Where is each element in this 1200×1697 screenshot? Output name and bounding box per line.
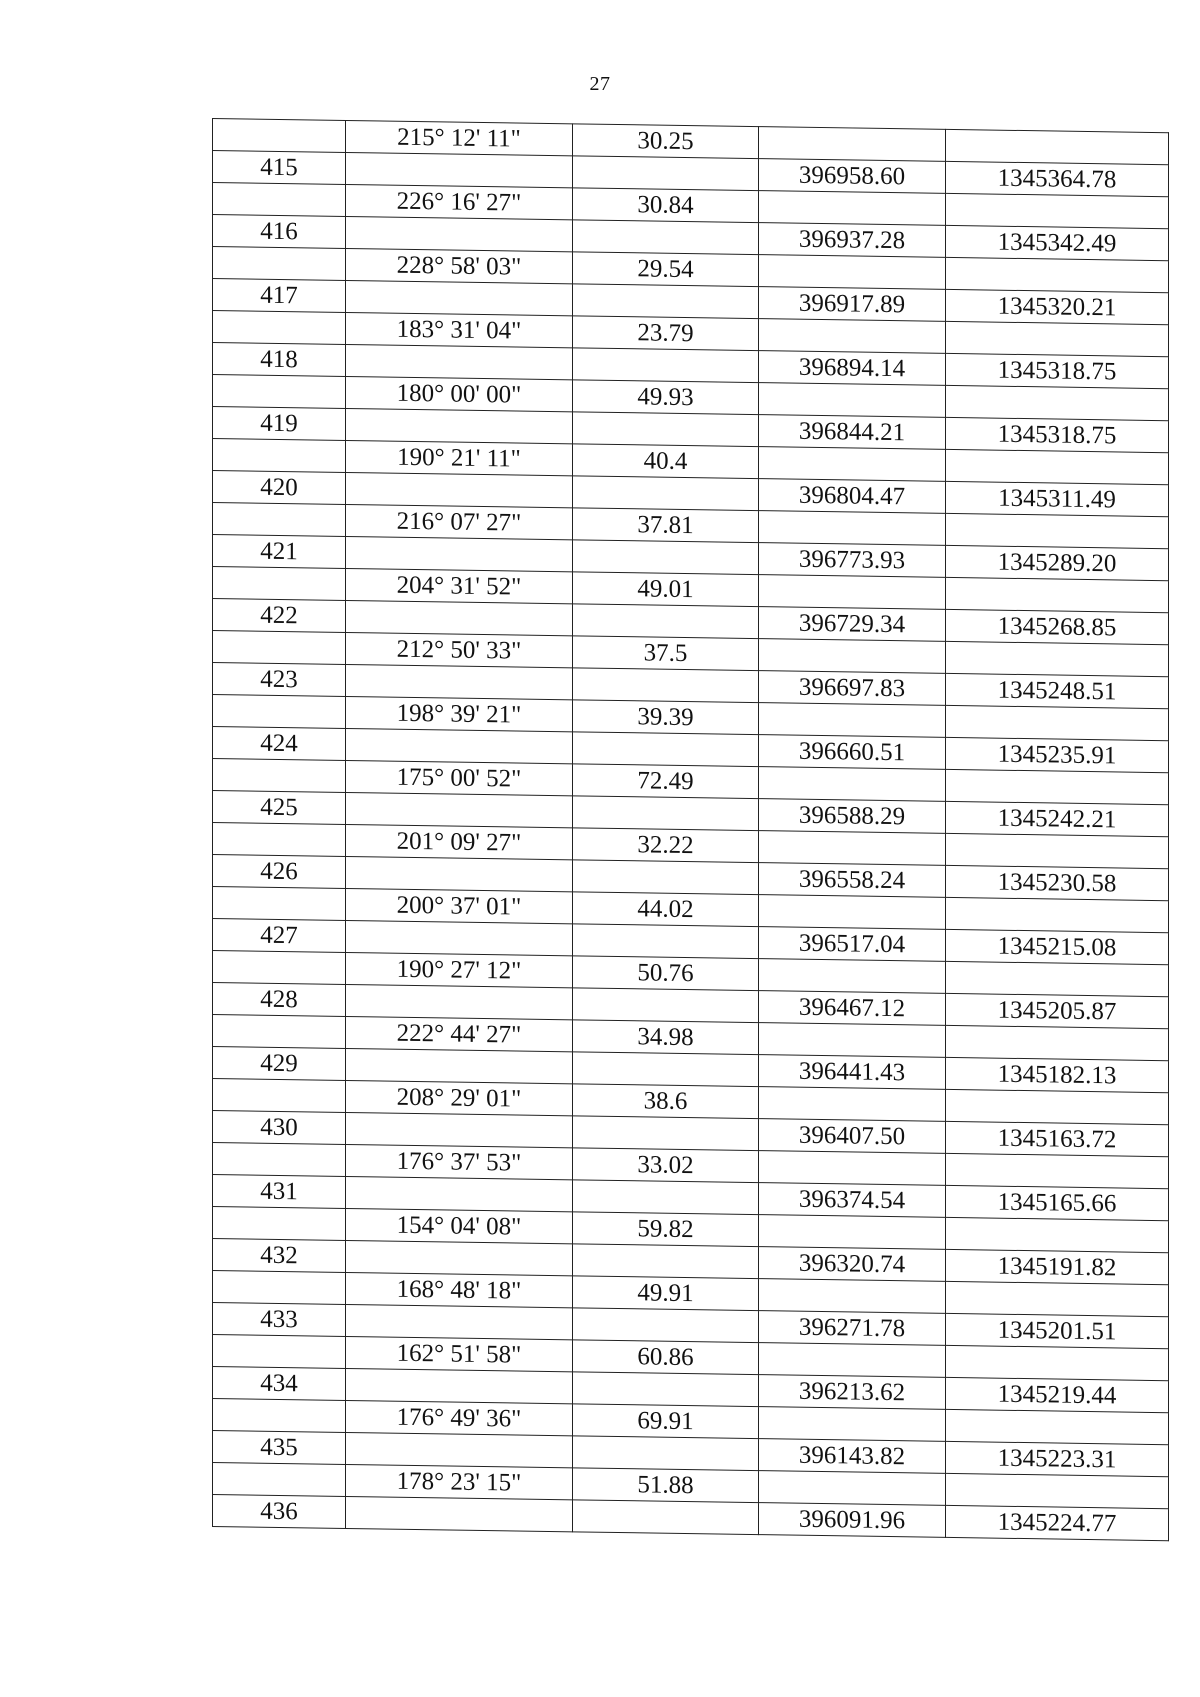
point-cell [213,567,346,601]
easting-cell: 396894.14 [759,351,946,386]
bearing-cell: 175° 00' 52" [346,760,573,795]
easting-cell: 396697.83 [759,671,946,706]
distance-cell: 39.39 [573,700,759,735]
point-cell: 436 [213,1495,346,1529]
bearing-cell [346,536,573,571]
northing-cell [946,641,1169,676]
point-cell: 430 [213,1111,346,1145]
distance-cell: 37.81 [573,508,759,543]
distance-cell: 49.93 [573,380,759,415]
bearing-cell [346,600,573,635]
distance-cell: 72.49 [573,764,759,799]
easting-cell [759,127,946,162]
bearing-cell: 183° 31' 04" [346,312,573,347]
distance-cell: 29.54 [573,252,759,287]
distance-cell: 23.79 [573,316,759,351]
easting-cell: 396588.29 [759,799,946,834]
northing-cell [946,321,1169,356]
northing-cell: 1345342.49 [946,225,1169,260]
easting-cell [759,1215,946,1250]
distance-cell [573,348,759,383]
northing-cell [946,129,1169,164]
point-cell [213,631,346,665]
distance-cell: 34.98 [573,1020,759,1055]
easting-cell: 396441.43 [759,1055,946,1090]
bearing-cell: 212° 50' 33" [346,632,573,667]
point-cell: 422 [213,599,346,633]
easting-cell: 396091.96 [759,1503,946,1538]
northing-cell [946,1025,1169,1060]
point-cell: 421 [213,535,346,569]
distance-cell [573,604,759,639]
easting-cell [759,639,946,674]
easting-cell: 396773.93 [759,543,946,578]
distance-cell: 51.88 [573,1468,759,1503]
point-cell [213,1335,346,1369]
easting-cell [759,511,946,546]
distance-cell: 44.02 [573,892,759,927]
point-cell: 429 [213,1047,346,1081]
distance-cell [573,988,759,1023]
point-cell [213,375,346,409]
distance-cell: 40.4 [573,444,759,479]
point-cell: 434 [213,1367,346,1401]
northing-cell [946,961,1169,996]
distance-cell [573,284,759,319]
northing-cell: 1345182.13 [946,1057,1169,1092]
point-cell: 424 [213,727,346,761]
point-cell: 426 [213,855,346,889]
distance-cell: 30.25 [573,124,759,159]
distance-cell [573,668,759,703]
bearing-cell: 162° 51' 58" [346,1336,573,1371]
easting-cell [759,575,946,610]
easting-cell [759,1407,946,1442]
coordinate-table [212,118,1169,1541]
northing-cell [946,449,1169,484]
page-number: 27 [589,73,611,95]
bearing-cell: 180° 00' 00" [346,376,573,411]
easting-cell: 396374.54 [759,1183,946,1218]
distance-cell [573,156,759,191]
point-cell: 428 [213,983,346,1017]
bearing-cell [346,984,573,1019]
distance-cell: 49.01 [573,572,759,607]
easting-cell: 396917.89 [759,287,946,322]
northing-cell: 1345235.91 [946,737,1169,772]
distance-cell [573,412,759,447]
bearing-cell [346,664,573,699]
bearing-cell: 176° 37' 53" [346,1144,573,1179]
distance-cell: 60.86 [573,1340,759,1375]
point-cell [213,951,346,985]
easting-cell [759,959,946,994]
northing-cell: 1345191.82 [946,1249,1169,1284]
easting-cell [759,1343,946,1378]
northing-cell: 1345320.21 [946,289,1169,324]
easting-cell [759,191,946,226]
northing-cell: 1345230.58 [946,865,1169,900]
easting-cell [759,1279,946,1314]
point-cell: 415 [213,151,346,185]
easting-cell: 396844.21 [759,415,946,450]
northing-cell: 1345224.77 [946,1505,1169,1540]
bearing-cell: 178° 23' 15" [346,1464,573,1499]
bearing-cell [346,1176,573,1211]
point-cell [213,311,346,345]
point-cell: 423 [213,663,346,697]
northing-cell: 1345242.21 [946,801,1169,836]
point-cell: 433 [213,1303,346,1337]
bearing-cell: 176° 49' 36" [346,1400,573,1435]
point-cell: 419 [213,407,346,441]
distance-cell: 30.84 [573,188,759,223]
distance-cell [573,1244,759,1279]
easting-cell [759,255,946,290]
bearing-cell: 190° 27' 12" [346,952,573,987]
bearing-cell: 216° 07' 27" [346,504,573,539]
easting-cell: 396143.82 [759,1439,946,1474]
point-cell: 425 [213,791,346,825]
distance-cell: 69.91 [573,1404,759,1439]
bearing-cell [346,216,573,251]
bearing-cell: 154° 04' 08" [346,1208,573,1243]
distance-cell [573,924,759,959]
easting-cell [759,703,946,738]
bearing-cell [346,728,573,763]
distance-cell: 38.6 [573,1084,759,1119]
northing-cell [946,1473,1169,1508]
point-cell: 416 [213,215,346,249]
bearing-cell [346,280,573,315]
bearing-cell: 222° 44' 27" [346,1016,573,1051]
easting-cell: 396558.24 [759,863,946,898]
northing-cell [946,513,1169,548]
bearing-cell [346,152,573,187]
point-cell: 435 [213,1431,346,1465]
northing-cell: 1345163.72 [946,1121,1169,1156]
easting-cell: 396320.74 [759,1247,946,1282]
bearing-cell: 168° 48' 18" [346,1272,573,1307]
northing-cell: 1345248.51 [946,673,1169,708]
point-cell: 431 [213,1175,346,1209]
northing-cell: 1345318.75 [946,353,1169,388]
bearing-cell [346,1240,573,1275]
northing-cell: 1345205.87 [946,993,1169,1028]
bearing-cell: 226° 16' 27" [346,184,573,219]
bearing-cell: 204° 31' 52" [346,568,573,603]
point-cell [213,1399,346,1433]
bearing-cell [346,1048,573,1083]
easting-cell: 396729.34 [759,607,946,642]
bearing-cell [346,856,573,891]
point-cell [213,503,346,537]
easting-cell [759,319,946,354]
easting-cell [759,1151,946,1186]
distance-cell [573,732,759,767]
easting-cell [759,895,946,930]
distance-cell: 59.82 [573,1212,759,1247]
point-cell: 420 [213,471,346,505]
easting-cell: 396958.60 [759,159,946,194]
easting-cell: 396804.47 [759,479,946,514]
distance-cell [573,1308,759,1343]
distance-cell [573,476,759,511]
easting-cell: 396467.12 [759,991,946,1026]
distance-cell [573,220,759,255]
bearing-cell: 215° 12' 11" [346,120,573,155]
northing-cell: 1345223.31 [946,1441,1169,1476]
northing-cell: 1345289.20 [946,545,1169,580]
point-cell [213,823,346,857]
northing-cell: 1345215.08 [946,929,1169,964]
northing-cell: 1345364.78 [946,161,1169,196]
northing-cell [946,833,1169,868]
easting-cell [759,447,946,482]
distance-cell [573,1116,759,1151]
northing-cell: 1345165.66 [946,1185,1169,1220]
bearing-cell [346,1112,573,1147]
bearing-cell [346,1496,573,1531]
northing-cell [946,1409,1169,1444]
point-cell: 418 [213,343,346,377]
point-cell [213,439,346,473]
bearing-cell: 228° 58' 03" [346,248,573,283]
point-cell [213,247,346,281]
easting-cell [759,1471,946,1506]
distance-cell [573,1180,759,1215]
point-cell [213,1079,346,1113]
northing-cell [946,1281,1169,1316]
point-cell [213,1207,346,1241]
bearing-cell [346,1368,573,1403]
bearing-cell [346,792,573,827]
easting-cell: 396937.28 [759,223,946,258]
point-cell: 427 [213,919,346,953]
point-cell [213,1271,346,1305]
northing-cell [946,257,1169,292]
bearing-cell: 190° 21' 11" [346,440,573,475]
distance-cell: 32.22 [573,828,759,863]
bearing-cell [346,1432,573,1467]
northing-cell [946,577,1169,612]
point-cell [213,1015,346,1049]
bearing-cell: 208° 29' 01" [346,1080,573,1115]
northing-cell [946,1217,1169,1252]
bearing-cell [346,344,573,379]
distance-cell: 50.76 [573,956,759,991]
coordinate-table-body [213,119,1169,1541]
distance-cell: 33.02 [573,1148,759,1183]
point-cell: 417 [213,279,346,313]
point-cell [213,1143,346,1177]
northing-cell [946,193,1169,228]
distance-cell [573,540,759,575]
northing-cell [946,1089,1169,1124]
easting-cell [759,1087,946,1122]
northing-cell: 1345219.44 [946,1377,1169,1412]
easting-cell [759,767,946,802]
bearing-cell [346,408,573,443]
point-cell [213,1463,346,1497]
bearing-cell: 200° 37' 01" [346,888,573,923]
bearing-cell [346,920,573,955]
northing-cell: 1345201.51 [946,1313,1169,1348]
point-cell [213,695,346,729]
distance-cell [573,1372,759,1407]
distance-cell [573,1052,759,1087]
coordinate-table-container [212,118,1169,1541]
point-cell: 432 [213,1239,346,1273]
easting-cell [759,1023,946,1058]
northing-cell: 1345311.49 [946,481,1169,516]
northing-cell: 1345318.75 [946,417,1169,452]
point-cell [213,759,346,793]
point-cell [213,119,346,153]
northing-cell [946,897,1169,932]
easting-cell: 396660.51 [759,735,946,770]
bearing-cell: 201° 09' 27" [346,824,573,859]
distance-cell [573,796,759,831]
distance-cell: 37.5 [573,636,759,671]
northing-cell [946,1345,1169,1380]
easting-cell [759,383,946,418]
northing-cell: 1345268.85 [946,609,1169,644]
distance-cell: 49.91 [573,1276,759,1311]
easting-cell: 396407.50 [759,1119,946,1154]
northing-cell [946,705,1169,740]
northing-cell [946,385,1169,420]
bearing-cell: 198° 39' 21" [346,696,573,731]
distance-cell [573,860,759,895]
easting-cell: 396213.62 [759,1375,946,1410]
northing-cell [946,769,1169,804]
bearing-cell [346,1304,573,1339]
point-cell [213,887,346,921]
point-cell [213,183,346,217]
easting-cell: 396271.78 [759,1311,946,1346]
easting-cell: 396517.04 [759,927,946,962]
northing-cell [946,1153,1169,1188]
bearing-cell [346,472,573,507]
distance-cell [573,1436,759,1471]
easting-cell [759,831,946,866]
distance-cell [573,1500,759,1535]
